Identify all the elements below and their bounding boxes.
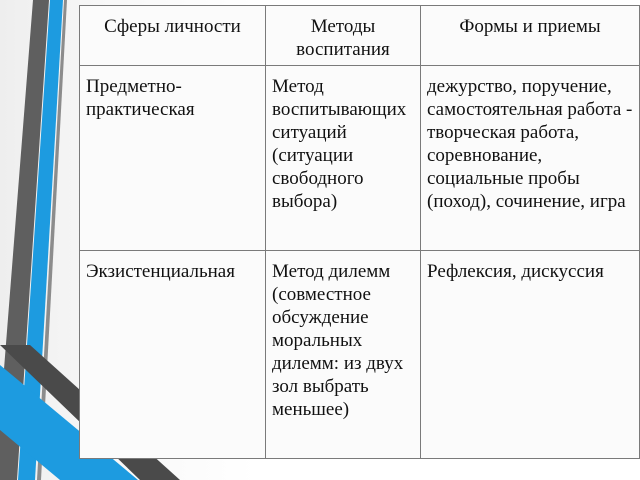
content-table-wrapper: [79, 5, 639, 451]
table-cell: Метод дилемм (совместное обсуждение моральных дилемм: из двух зол выбрать меньшее): [266, 251, 421, 459]
header-forms: Формы и приемы: [421, 6, 640, 66]
table-cell: Метод воспитывающих ситуаций (ситуации свободного выбора): [266, 66, 421, 251]
header-methods: Методы воспитания: [266, 6, 421, 66]
table-cell: Рефлексия, дискуссия: [421, 251, 640, 459]
table-cell: Экзистенциальная: [80, 251, 266, 459]
table-row: [80, 251, 640, 459]
table-header-row: [80, 6, 640, 66]
table-row: [80, 66, 640, 251]
content-table: [79, 5, 640, 459]
table-cell: дежурство, поручение, самостоятельная работа - творческая работа, соревнование, социальные пробы (поход), сочинение, игра: [421, 66, 640, 251]
header-spheres: Сферы личности: [80, 6, 266, 66]
table-cell: Предметно-практическая: [80, 66, 266, 251]
